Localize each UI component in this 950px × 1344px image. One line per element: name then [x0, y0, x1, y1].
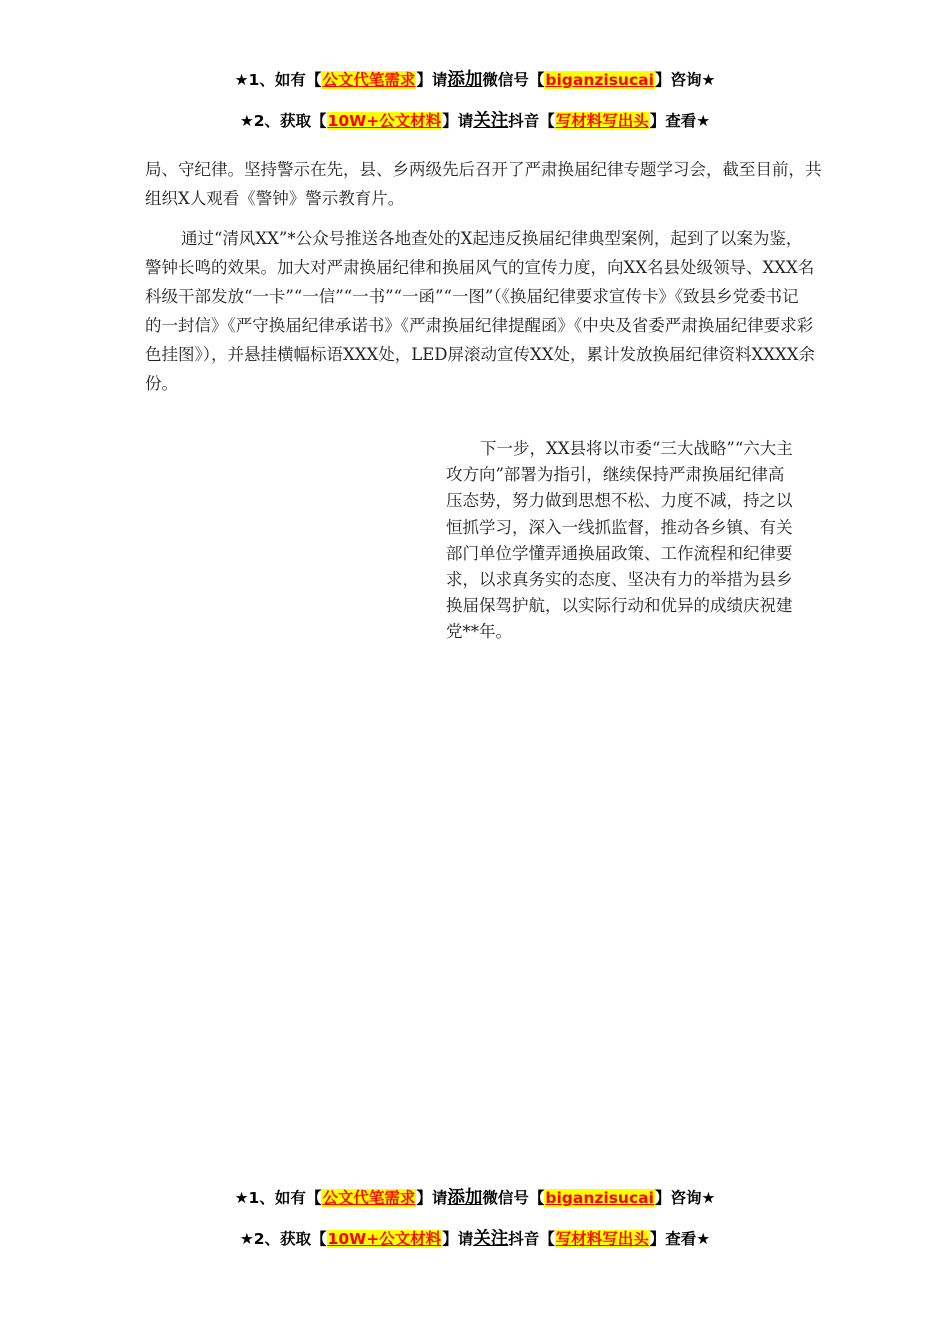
highlight-materials: 10W+公文材料 — [327, 1230, 442, 1248]
header-banner-line-1: ★1、如有【公文代笔需求】请添加微信号【biganzisucai】咨询★ — [234, 70, 716, 90]
paragraph-3: 下一步，XX县将以市委“三大战略”“六大主攻方向”部署为指引，继续保持严肃换届纪律高压态势，努力做到思想不松、力度不减，持之以恒抓学习，深入一线抓监督，推动各乡镇、有关部门单位学懂弄通换届政策、工作流程和纪律要求，以求真务实的态度、坚决有力的举措为县乡换届保驾护航，以实际行动和优异的成绩庆祝建党**年。 — [446, 439, 793, 642]
highlight-douyin-account: 写材料写出头 — [555, 1230, 649, 1248]
paragraph-2: 通过“清风XX”*公众号推送各地查处的X起违反换届纪律典型案例，起到了以案为鉴，警钟长鸣的效果。加大对严肃换届纪律和换届风气的宣传力度，向XX名县处级领导、XXX名科级干部发放“一卡”“一信”“一书”“一函”“一图”（《换届纪律要求宣传卡》《致县乡党委书记的一封信》《严守换届纪律承诺书》《严肃换届纪律提醒函》《中央及省委严肃换届纪律要求彩色挂图》），并悬挂横幅标语XXX处，LED屏滚动宣传XX处，累计发放换届纪律资料XXXX余份。 — [145, 229, 815, 393]
highlight-ghostwriting-service: 公文代笔需求 — [322, 1189, 416, 1207]
highlight-ghostwriting-service: 公文代笔需求 — [322, 71, 416, 89]
footer-banner-line-2: ★2、获取【10W+公文材料】请关注抖音【写材料写出头】查看★ — [239, 1229, 711, 1249]
highlight-douyin-account: 写材料写出头 — [555, 112, 649, 130]
footer-banner-line-1: ★1、如有【公文代笔需求】请添加微信号【biganzisucai】咨询★ — [234, 1188, 716, 1208]
header-banner-line-2: ★2、获取【10W+公文材料】请关注抖音【写材料写出头】查看★ — [239, 111, 711, 131]
paragraph-1: 局、守纪律。坚持警示在先，县、乡两级先后召开了严肃换届纪律专题学习会，截至目前，共组织X人观看《警钟》警示教育片。 — [145, 160, 822, 208]
highlight-wechat-id: biganzisucai — [545, 71, 654, 89]
highlight-wechat-id: biganzisucai — [545, 1189, 654, 1207]
highlight-materials: 10W+公文材料 — [327, 112, 442, 130]
